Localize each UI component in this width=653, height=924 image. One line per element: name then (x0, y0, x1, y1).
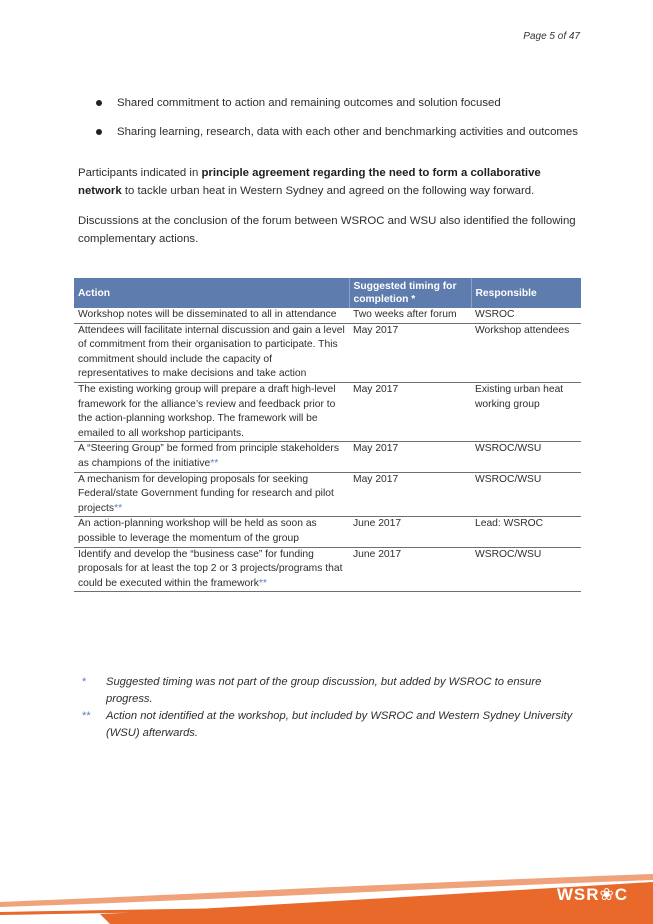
timing-cell: May 2017 (349, 382, 471, 441)
responsible-cell: Lead: WSROC (471, 517, 581, 547)
bullet-dot-icon (96, 100, 102, 106)
responsible-cell: Existing urban heat working group (471, 382, 581, 441)
action-text: An action-planning workshop will be held as soon as possible to leverage the momentum of the group (78, 518, 317, 544)
timing-cell: June 2017 (349, 547, 471, 592)
footnote (82, 674, 582, 707)
timing-cell: June 2017 (349, 517, 471, 547)
table-row (74, 308, 581, 323)
action-cell (74, 308, 349, 323)
header-action: Action (74, 278, 349, 308)
paragraph-text: Participants indicated in (78, 167, 202, 179)
footer-swoosh (0, 860, 653, 924)
action-text: A “Steering Group” be formed from principle stakeholders as champions of the initiative (78, 443, 339, 469)
paragraph-bold-text: principle agreement regarding the need to form a collaborative network (78, 167, 541, 197)
table-row (74, 382, 581, 441)
footnotes (82, 674, 582, 742)
responsible-cell: WSROC (471, 308, 581, 323)
footnote (82, 708, 582, 741)
table-header-row (74, 278, 581, 308)
action-cell (74, 323, 349, 382)
footnote-mark: * (82, 676, 87, 688)
footnote-text: Action not identified at the workshop, but included by WSROC and Western Sydney University (WSU) afterwards. (106, 710, 573, 739)
bullet-dot-icon (96, 129, 102, 135)
action-text: The existing working group will prepare a draft high-level framework for the alliance’s review and feedback prior to the action-planning workshop. The framework will be emailed to all workshop participants. (78, 383, 336, 439)
action-cell (74, 382, 349, 441)
responsible-cell: WSROC/WSU (471, 442, 581, 472)
bullet-list (96, 94, 580, 152)
action-cell (74, 517, 349, 547)
footnote-marker: ** (210, 457, 219, 469)
table-row (74, 442, 581, 472)
bullet-item (96, 94, 580, 112)
action-text: Attendees will facilitate internal discussion and gain a level of commitment from their organisation to participate. This commitment should include the capacity of representatives to make decisions and take action (78, 324, 345, 380)
footnote-marker: ** (258, 577, 267, 589)
page-number: Page 5 of 47 (523, 31, 580, 42)
bullet-text: Shared commitment to action and remaining outcomes and solution focused (117, 97, 501, 109)
bullet-item (96, 123, 580, 141)
action-cell (74, 547, 349, 592)
agreement-paragraph (78, 165, 578, 200)
header-timing: Suggested timing for completion * (349, 278, 471, 308)
actions-table (74, 278, 581, 592)
action-cell (74, 442, 349, 472)
responsible-cell: Workshop attendees (471, 323, 581, 382)
responsible-cell: WSROC/WSU (471, 472, 581, 517)
header-responsible: Responsible (471, 278, 581, 308)
action-text: Identify and develop the “business case” for funding proposals for at least the top 2 or 3 projects/programs that could be executed within the framework (78, 548, 343, 589)
paragraph-text: to tackle urban heat in Western Sydney and agreed on the following way forward. (121, 184, 535, 197)
wsroc-logo: WSR❀C (556, 885, 628, 904)
timing-cell: May 2017 (349, 442, 471, 472)
footnote-mark: ** (82, 710, 91, 722)
action-text: A mechanism for developing proposals for seeking Federal/state Government funding for research and pilot projects (78, 473, 334, 514)
responsible-cell: WSROC/WSU (471, 547, 581, 592)
action-cell (74, 472, 349, 517)
footnote-marker: ** (114, 502, 123, 514)
discussion-paragraph: Discussions at the conclusion of the forum between WSROC and WSU also identified the following complementary actions. (78, 215, 576, 245)
footnote-text: Suggested timing was not part of the group discussion, but added by WSROC to ensure progress. (106, 676, 542, 705)
table-row (74, 547, 581, 592)
table-row (74, 323, 581, 382)
table-row (74, 472, 581, 517)
timing-cell: Two weeks after forum (349, 308, 471, 323)
bullet-text: Sharing learning, research, data with each other and benchmarking activities and outcomes (117, 126, 578, 138)
timing-cell: May 2017 (349, 472, 471, 517)
timing-cell: May 2017 (349, 323, 471, 382)
table-row (74, 517, 581, 547)
action-text: Workshop notes will be disseminated to all in attendance (78, 309, 337, 320)
